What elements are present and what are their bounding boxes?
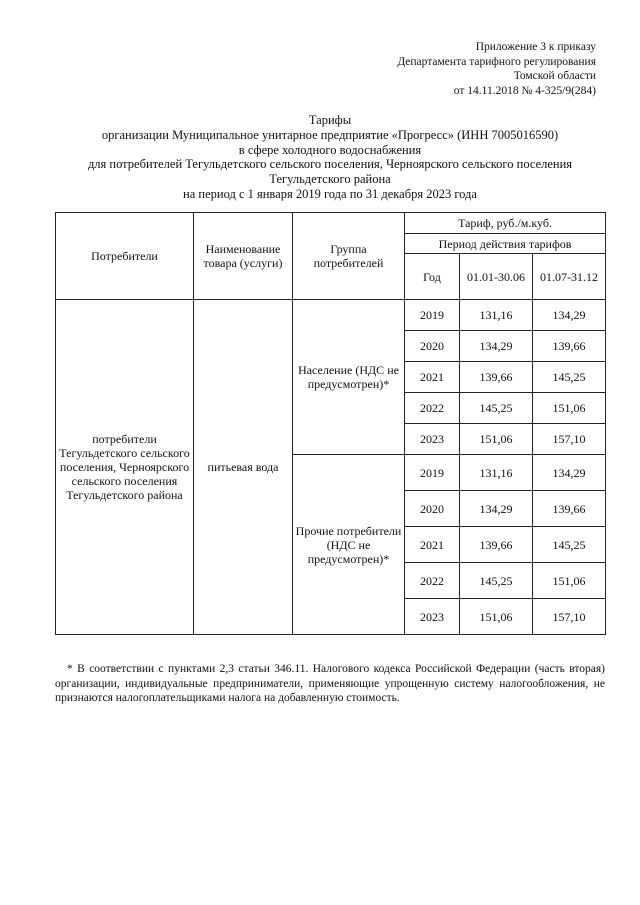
- header-half2: 01.07-31.12: [533, 254, 606, 300]
- tariff-cell: 139,66: [460, 362, 533, 393]
- tariff-cell: 151,06: [460, 599, 533, 635]
- header-consumers: Потребители: [56, 213, 194, 300]
- table-row: [56, 300, 606, 331]
- header-group: Группа потребителей: [293, 213, 405, 300]
- header-half1: 01.01-30.06: [460, 254, 533, 300]
- tariff-cell: 131,16: [460, 300, 533, 331]
- tariff-cell: 134,29: [533, 455, 606, 491]
- tariff-table: [55, 212, 606, 635]
- title-line: в сфере холодного водоснабжения: [238, 142, 422, 157]
- title-line: организации Муниципальное унитарное предприятие «Прогресс» (ИНН 7005016590): [101, 127, 559, 142]
- group-cell: Население (НДС не предусмотрен)*: [293, 300, 405, 455]
- tariff-cell: 139,66: [533, 491, 606, 527]
- consumers-cell: потребители Тегульдетского сельского поселения, Черноярского сельского поселения Тегульдетского района: [56, 300, 194, 635]
- title-line: для потребителей Тегульдетского сельского поселения, Черноярского сельского поселения: [87, 157, 573, 172]
- tariff-cell: 157,10: [533, 424, 606, 455]
- year-cell: 2023: [405, 599, 460, 635]
- year-cell: 2021: [405, 527, 460, 563]
- header-year: Год: [405, 254, 460, 300]
- tariff-cell: 145,25: [460, 393, 533, 424]
- tariff-cell: 151,06: [460, 424, 533, 455]
- year-cell: 2019: [405, 300, 460, 331]
- tariff-cell: 134,29: [460, 331, 533, 362]
- header-period: Период действия тарифов: [405, 234, 606, 254]
- appendix-line: Томской области: [513, 70, 596, 82]
- year-cell: 2022: [405, 393, 460, 424]
- title-line: Тегульдетского района: [269, 172, 391, 187]
- group-cell: Прочие потребители (НДС не предусмотрен)*: [293, 455, 405, 635]
- tariff-cell: 157,10: [533, 599, 606, 635]
- tariff-cell: 139,66: [460, 527, 533, 563]
- tariff-cell: 145,25: [460, 563, 533, 599]
- document-title: [40, 113, 620, 202]
- appendix-line: Приложение 3 к приказу: [475, 41, 596, 53]
- year-cell: 2021: [405, 362, 460, 393]
- title-line: на период с 1 января 2019 года по 31 декабря 2023 года: [183, 186, 477, 201]
- header-tariff: Тариф, руб./м.куб.: [405, 213, 606, 234]
- tariff-cell: 145,25: [533, 362, 606, 393]
- title-line: Тарифы: [308, 113, 352, 127]
- tariff-cell: 139,66: [533, 331, 606, 362]
- tariff-cell: 151,06: [533, 393, 606, 424]
- tariff-cell: 131,16: [460, 455, 533, 491]
- footnote: * В соответствии с пунктами 2,3 статьи 346.11. Налогового кодекса Российской Федерации (часть вторая) организации, индивидуальные предприниматели, применяющие упрощенную систему налогообложения, не признаются налогоплательщиками налога на добавленную стоимость.: [55, 663, 605, 704]
- header-product: Наименование товара (услуги): [194, 213, 293, 300]
- year-cell: 2022: [405, 563, 460, 599]
- year-cell: 2020: [405, 491, 460, 527]
- product-cell: питьевая вода: [194, 300, 293, 635]
- tariff-cell: 134,29: [460, 491, 533, 527]
- appendix-block: [397, 40, 596, 98]
- year-cell: 2023: [405, 424, 460, 455]
- appendix-line: от 14.11.2018 № 4-325/9(284): [453, 84, 596, 97]
- year-cell: 2019: [405, 455, 460, 491]
- tariff-cell: 151,06: [533, 563, 606, 599]
- year-cell: 2020: [405, 331, 460, 362]
- tariff-cell: 134,29: [533, 300, 606, 331]
- tariff-cell: 145,25: [533, 527, 606, 563]
- appendix-line: Департамента тарифного регулирования: [397, 55, 596, 68]
